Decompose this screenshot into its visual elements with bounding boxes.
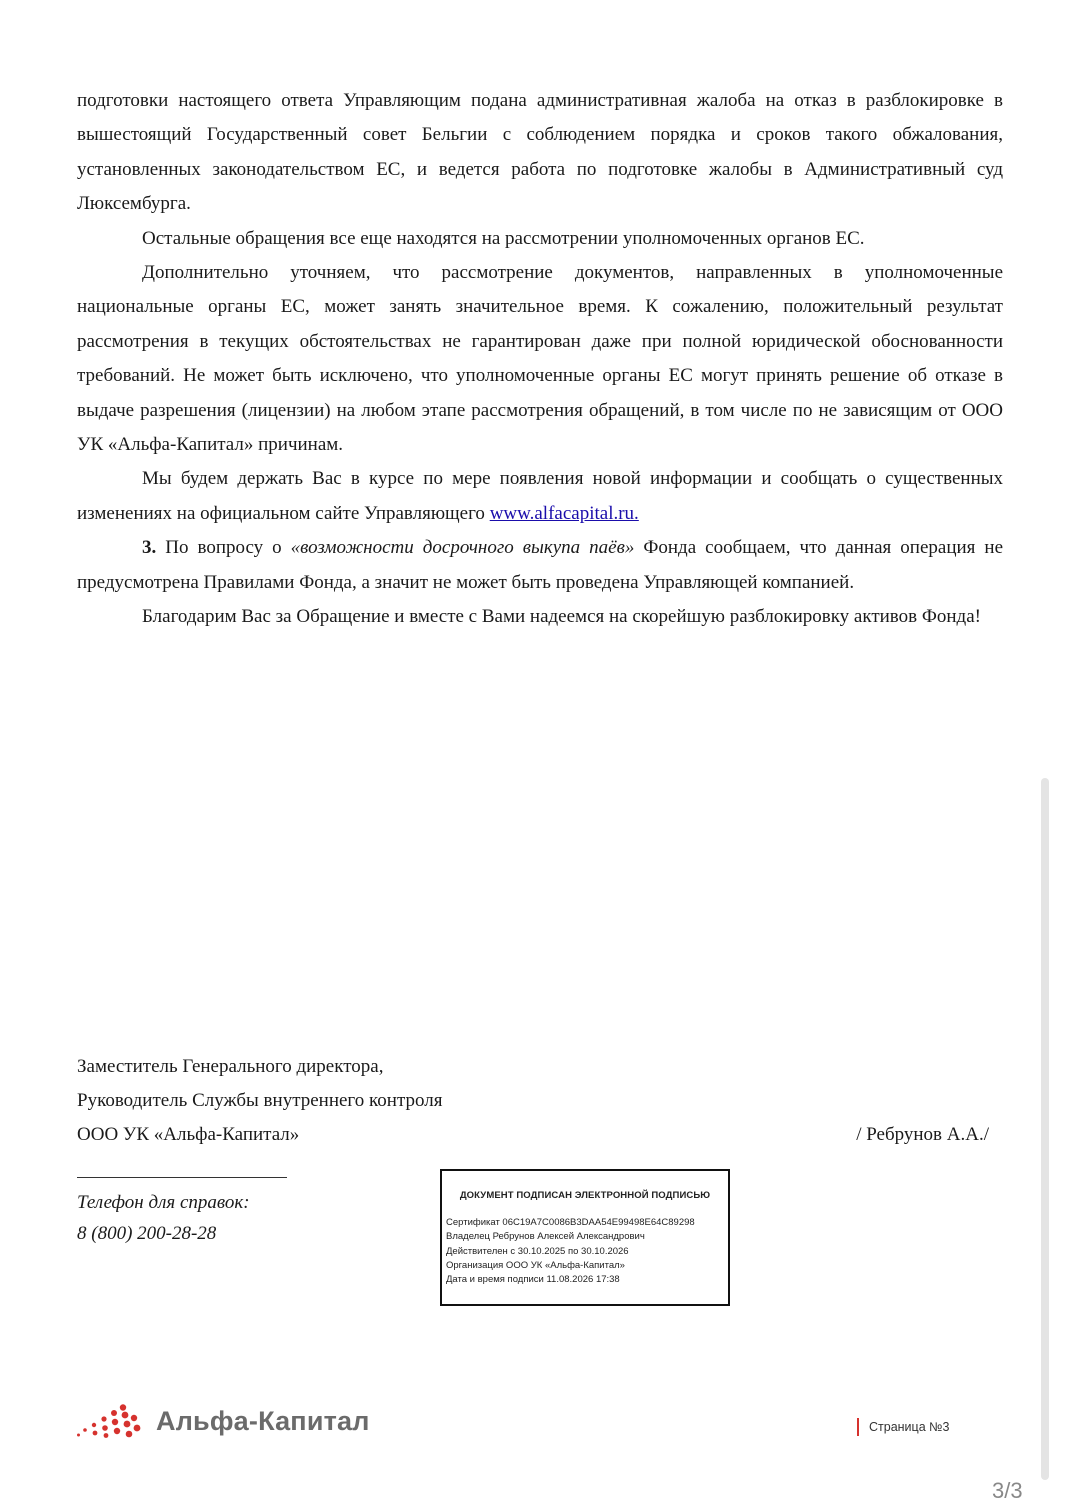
- esign-organization: Организация ООО УК «Альфа-Капитал»: [446, 1259, 625, 1271]
- letter-body: [77, 84, 1003, 635]
- paragraph-keep-informed-text: Мы будем держать Вас в курсе по мере появления новой информации и сообщать о существенных изменениях на официальном сайте Управляющего: [77, 468, 1003, 524]
- contact-block: [77, 1187, 250, 1249]
- paragraph-thanks: Благодарим Вас за Обращение и вместе с Вами надеемся на скорейшую разблокировку активов Фонда!: [142, 606, 981, 628]
- signatory-name: / Ребрунов А.А./: [856, 1124, 989, 1145]
- esign-certificate: Сертификат 06C19A7C0086B3DAA54E99498E64C89298: [446, 1217, 695, 1228]
- item-text-before: По вопросу о: [156, 537, 291, 559]
- esign-details: [446, 1216, 695, 1287]
- scrollbar[interactable]: [1041, 778, 1049, 1480]
- paragraph-appeal-status: подготовки настоящего ответа Управляющим подана административная жалоба на отказ в разблокировке в вышестоящий Государственный совет Бельгии с соблюдением порядка и сроков такого обжалования, установленных законодательством ЕС, и ведется работа по подготовке жалобы в Административный суд Люксембурга.: [77, 90, 1003, 215]
- website-link[interactable]: www.alfacapital.ru.: [489, 502, 639, 524]
- signatory-company: ООО УК «Альфа-Капитал»: [77, 1124, 300, 1145]
- company-logo: [76, 1402, 370, 1440]
- item-number: 3.: [142, 537, 157, 559]
- paragraph-keep-informed: [77, 462, 1003, 531]
- signatory-position-1: Заместитель Генерального директора,: [77, 1056, 384, 1077]
- item-text-after: Фонда сообщаем, что данная операция не предусмотрена Правилами Фонда, а значит не может быть проведена Управляющей компанией.: [77, 537, 1004, 593]
- page-number-label: Страница №3: [857, 1418, 950, 1436]
- item-quoted-question: «возможности досрочного выкупа паёв»: [290, 537, 635, 559]
- contact-phone: 8 (800) 200-28-28: [77, 1223, 217, 1244]
- signature-underline: [77, 1177, 287, 1178]
- page-indicator: 3/3: [992, 1478, 1023, 1503]
- signatory-block: [77, 1050, 1003, 1152]
- esign-owner: Владелец Ребрунов Алексей Александрович: [446, 1231, 645, 1243]
- esign-validity: Действителен с 30.10.2025 по 30.10.2026: [446, 1245, 629, 1257]
- paragraph-early-redemption: [77, 531, 1003, 600]
- contact-label: Телефон для справок:: [77, 1192, 250, 1213]
- signatory-position-2: Руководитель Службы внутреннего контроля: [77, 1090, 443, 1111]
- paragraph-clarification: Дополнительно уточняем, что рассмотрение документов, направленных в уполномоченные национальные органы ЕС, может занять значительное время. К сожалению, положительный результат рассмотрения в текущих обстоятельствах не гарантирован даже при полной юридической обоснованности требований. Не может быть исключено, что уполномоченные органы ЕС могут принять решение об отказе в выдаче разрешения (лицензии) на любом этапе рассмотрения обращений, в том числе по не зависящим от ООО УК «Альфа-Капитал» причинам.: [77, 262, 1003, 456]
- alfa-capital-dots-logo-icon: [76, 1404, 142, 1438]
- esign-title: ДОКУМЕНТ ПОДПИСАН ЭЛЕКТРОННОЙ ПОДПИСЬЮ: [459, 1190, 711, 1201]
- esign-signed-at: Дата и время подписи 11.08.2026 17:38: [446, 1274, 620, 1286]
- logo-text: Альфа-Капитал: [156, 1405, 370, 1436]
- paragraph-other-appeals: Остальные обращения все еще находятся на рассмотрении уполномоченных органов ЕС.: [142, 227, 865, 249]
- electronic-signature-stamp: [440, 1169, 730, 1306]
